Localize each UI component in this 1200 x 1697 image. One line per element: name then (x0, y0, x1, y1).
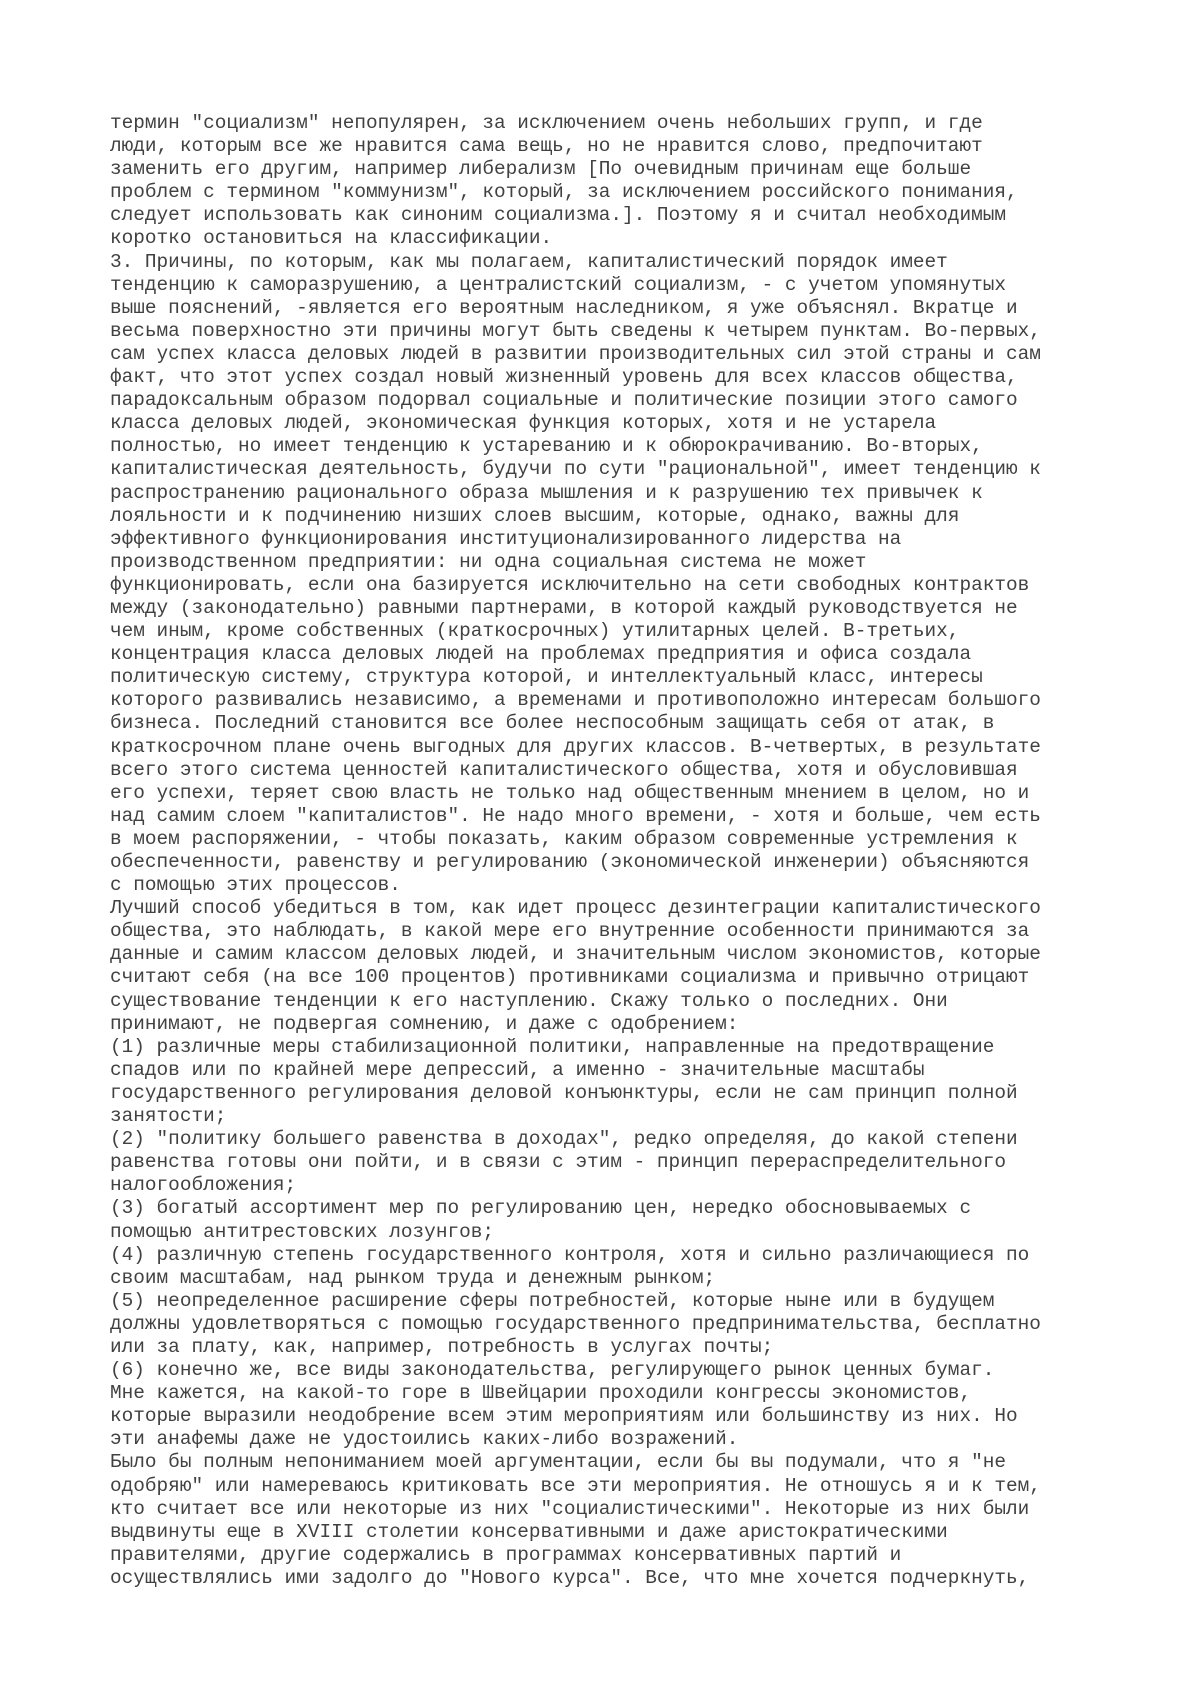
document-body-text: термин "социализм" непопулярен, за исключением очень небольших групп, и где люди, которым все же нравится сама вещь, но не нравится слово, предпочитают заменить его другим, например либерализм [По очевидным причинам еще больше проблем с термином "коммунизм", который, за исключением российского понимания, следует использовать как синоним социализма.]. Поэтому я и считал необходимым коротко остановиться на классификации. 3. Причины, по которым, как мы полагаем, капиталистический порядок имеет тенденцию к саморазрушению, а централистский социализм, - с учетом упомянутых выше пояснений, -является его вероятным наследником, я уже объяснял. Вкратце и весьма поверхностно эти причины могут быть сведены к четырем пунктам. Во-первых, сам успех класса деловых людей в развитии производительных сил этой страны и сам факт, что этот успех создал новый жизненный уровень для всех классов общества, парадоксальным образом подорвал социальные и политические позиции этого самого класса деловых людей, экономическая функция которых, хотя и не устарела полностью, но имеет тенденцию к устареванию и к обюрокрачиванию. Во-вторых, капиталистическая деятельность, будучи по сути "рациональной", имеет тенденцию к распространению рационального образа мышления и к разрушению тех привычек к лояльности и к подчинению низших слоев высшим, которые, однако, важны для эффективного функционирования институционализированного лидерства на производственном предприятии: ни одна социальная система не может функционировать, если она базируется исключительно на сети свободных контрактов между (законодательно) равными партнерами, в которой каждый руководствуется не чем иным, кроме собственных (краткосрочных) утилитарных целей. В-третьих, концентрация класса деловых людей на проблемах предприятия и офиса создала политическую систему, структура которой, и интеллектуальный класс, интересы которого развивались независимо, а временами и противоположно интересам большого бизнеса. Последний становится все более неспособным защищать себя от атак, в краткосрочном плане очень выгодных для других классов. В-четвертых, в результате всего этого система ценностей капиталистического общества, хотя и обусловившая его успехи, теряет свою власть не только над общественным мнением в целом, но и над самим слоем "капиталистов". Не надо много времени, - хотя и больше, чем есть в моем распоряжении, - чтобы показать, каким образом современные устремления к обеспеченности, равенству и регулированию (экономической инженерии) объясняются с помощью этих процессов. Лучший способ убедиться в том, как идет процесс дезинтеграции капиталистического общества, это наблюдать, в какой мере его внутренние особенности принимаются за данные и самим классом деловых людей, и значительным числом экономистов, которые считают себя (на все 100 процентов) противниками социализма и привычно отрицают существование тенденции к его наступлению. Скажу только о последних. Они принимают, не подвергая сомнению, и даже с одобрением: (1) различные меры стабилизационной политики, направленные на предотвращение спадов или по крайней мере депрессий, а именно - значительные масштабы государственного регулирования деловой конъюнктуры, если не сам принцип полной занятости; (2) "политику большего равенства в доходах", редко определяя, до какой степени равенства готовы они пойти, и в связи с этим - принцип перераспределительного налогообложения; (3) богатый ассортимент мер по регулированию цен, нередко обосновываемых с помощью антитрестовских лозунгов; (4) различную степень государственного контроля, хотя и сильно различающиеся по своим масштабам, над рынком труда и денежным рынком; (5) неопределенное расширение сферы потребностей, которые ныне или в будущем должны удовлетворяться с помощью государственного предпринимательства, бесплатно или за плату, как, например, потребность в услугах почты; (6) конечно же, все виды законодательства, регулирующего рынок ценных бумаг. Мне кажется, на какой-то горе в Швейцарии проходили конгрессы экономистов, которые выразили неодобрение всем этим мероприятиям или большинству из них. Но эти анафемы даже не удостоились каких-либо возражений. Было бы полным непониманием моей аргументации, если бы вы подумали, что я "не одобряю" или намереваюсь критиковать все эти мероприятия. Не отношусь я и к тем, кто считает все или некоторые из них "социалистическими". Некоторые из них были выдвинуты еще в XVIII столетии консервативными и даже аристократическими правителями, другие содержались в программах консервативных партий и осуществлялись ими задолго до "Нового курса". Все, что мне хочется подчеркнуть, (110, 112, 1041, 1589)
